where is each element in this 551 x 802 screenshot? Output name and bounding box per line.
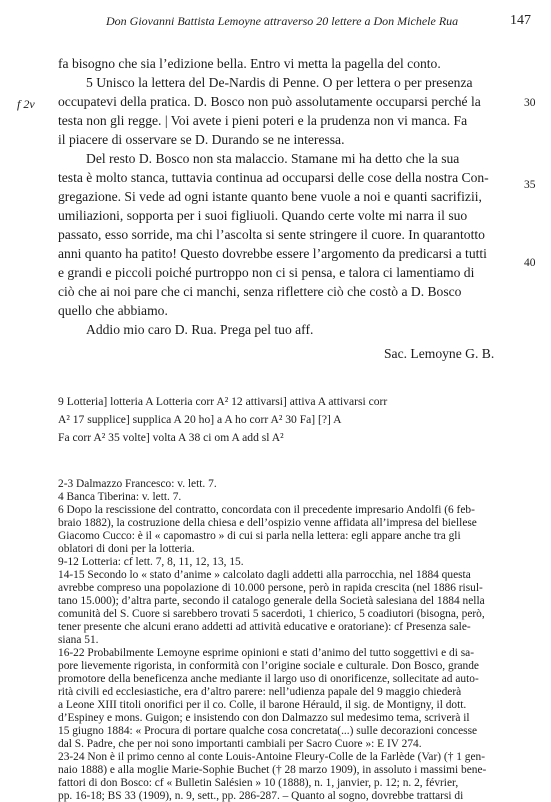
note-line: siana 51.: [58, 634, 99, 646]
body-line: quello che abbiamo.: [58, 303, 168, 318]
body-line: Del resto D. Bosco non sta malaccio. Stamane mi ha detto che la sua: [86, 151, 460, 166]
margin-line-number: 35: [524, 179, 536, 191]
body-line: anni quanto ha patito! Questo dovrebbe essere l’argomento da predicarsi a tutti: [58, 246, 487, 261]
note-line: comunità del S. Cuore si sarebbero trovati 5 sacerdoti, 1 chierico, 5 coadiutori (bisogna, però,: [58, 608, 485, 620]
margin-folio-note: f 2v: [17, 97, 35, 111]
note-line: 2-3 Dalmazzo Francesco: v. lett. 7.: [58, 478, 217, 490]
note-line: 14-15 Secondo lo « stato d’anime » calcolato dagli addetti alla parrocchia, nel 1884 questa: [58, 569, 471, 581]
page-number: 147: [510, 13, 531, 28]
note-line: avrebbe compreso una popolazione di 10.000 persone, però in rapida crescita (nel 1886 risul-: [58, 582, 483, 594]
body-line: testa è molto stanca, tuttavia continua ad occuparsi delle cose della nostra Con-: [58, 170, 489, 185]
body-line: fa bisogno che sia l’edizione bella. Entro vi metta la pagella del conto.: [58, 56, 441, 71]
note-line: tano 15.000); d’altra parte, secondo il catalogo generale della Società salesiana del 1884 nella: [58, 595, 485, 607]
body-line: passato, esso sorride, ma chi l’ascolta si sente stringere il cuore. In quarantotto: [58, 227, 485, 242]
note-line: promotore della beneficenza anche mediante il largo uso di onorificenze, sollecitate ad auto-: [58, 673, 479, 685]
note-line: 9-12 Lotteria: cf lett. 7, 8, 11, 12, 13, 15.: [58, 556, 244, 568]
note-line: oblatori di doni per la lotteria.: [58, 543, 195, 555]
note-line: 23-24 Non è il primo cenno al conte Louis-Antoine Fleury-Colle de la Farlède (Var) († 1 gen-: [58, 751, 486, 763]
note-line: 6 Dopo la rescissione del contratto, concordata con il precedente impresario Andolfi (6 feb-: [58, 504, 475, 516]
apparatus-line: Fa corr A² 35 volte] volta A 38 ci om A add sl A²: [58, 431, 284, 444]
apparatus-line: 9 Lotteria] lotteria A Lotteria corr A² 12 attivarsi] attiva A attivarsi corr: [58, 395, 388, 408]
note-line: 15 giugno 1884: « Procura di portare qualche cosa concretata(...) sulle decorazioni concesse: [58, 725, 478, 737]
note-line: Giacomo Cucco: è il « capomastro » di cui si parla nella lettera: egli appare anche tra gli: [58, 530, 461, 542]
signature: Sac. Lemoyne G. B.: [384, 346, 495, 361]
body-line: gregazione. Si vede ad ogni istante quanto bene vuole a noi e quanti sacrifizii,: [58, 189, 482, 204]
note-line: fattori di don Bosco: cf « Bulletin Salésien » 10 (1888), n. 1, janvier, p. 12; n. 2, février,: [58, 777, 459, 789]
note-line: pore lievemente rigorista, in conformità con l’origine sociale e culturale. Don Bosco, grande: [58, 660, 479, 672]
body-line: e grandi e piccoli poiché purtroppo non ci si pensa, e talora ci lamentiamo di: [58, 265, 475, 280]
body-line: Addio mio caro D. Rua. Prega pel tuo aff.: [86, 322, 314, 337]
note-line: braio 1882), la costruzione della chiesa e dell’ospizio venne affidata all’impresa del biellese: [58, 517, 477, 529]
note-line: tener presente che alcuni erano addetti ad attività educative e oratoriane): cf Presenza sale-: [58, 621, 471, 633]
note-line: 16-22 Probabilmente Lemoyne esprime opinioni e stati d’animo del tutto soggettivi e di sa-: [58, 647, 474, 659]
note-line: a Leone XIII titoli onorifici per il co. Colle, il barone Hérauld, il sig. de Montigny, il dott.: [58, 699, 467, 711]
body-line: il piacere di osservare se D. Durando se ne interessa.: [58, 132, 345, 147]
note-line: dal S. Padre, che per noi sono importanti cambiali per Sacro Cuore »: E IV 274.: [58, 738, 422, 750]
body-line: ciò che ai noi pare che ci manchi, senza riflettere ciò che costò a D. Bosco: [58, 284, 462, 299]
body-line: umiliazioni, sopporta per i suoi figliuoli. Quando certe volte mi narra il suo: [58, 208, 468, 223]
note-line: 4 Banca Tiberina: v. lett. 7.: [58, 491, 182, 503]
note-line: naio 1888) e alla moglie Marie-Sophie Buchet († 28 marzo 1909), in assoluto i massimi bene-: [58, 764, 487, 776]
note-line: pp. 16-18; BS 33 (1909), n. 9, sett., pp. 286-287. – Quanto al sogno, dovrebbe trattarsi di: [58, 790, 464, 802]
body-line: occupatevi della pratica. D. Bosco non può assolutamente occuparsi perché la: [58, 94, 481, 109]
margin-line-number: 30: [524, 97, 536, 109]
note-line: d’Espiney e mons. Guigon; e insistendo con don Dalmazzo sul medesimo tema, scriverà il: [58, 712, 470, 724]
apparatus-line: A² 17 supplice] supplica A 20 ho] a A ho corr A² 30 Fa] [?] A: [58, 413, 342, 426]
running-head: Don Giovanni Battista Lemoyne attraverso 20 lettere a Don Michele Rua: [106, 14, 459, 28]
note-line: rità civili ed ecclesiastiche, era d’altro parere: nell’udienza papale del 9 maggio chiederà: [58, 686, 462, 698]
body-line: 5 Unisco la lettera del De-Nardis di Penne. O per lettera o per presenza: [86, 75, 473, 90]
margin-line-number: 40: [524, 257, 536, 269]
body-line: testa non gli regge. | Voi avete i pieni poteri e la prudenza non vi manca. Fa: [58, 113, 468, 128]
